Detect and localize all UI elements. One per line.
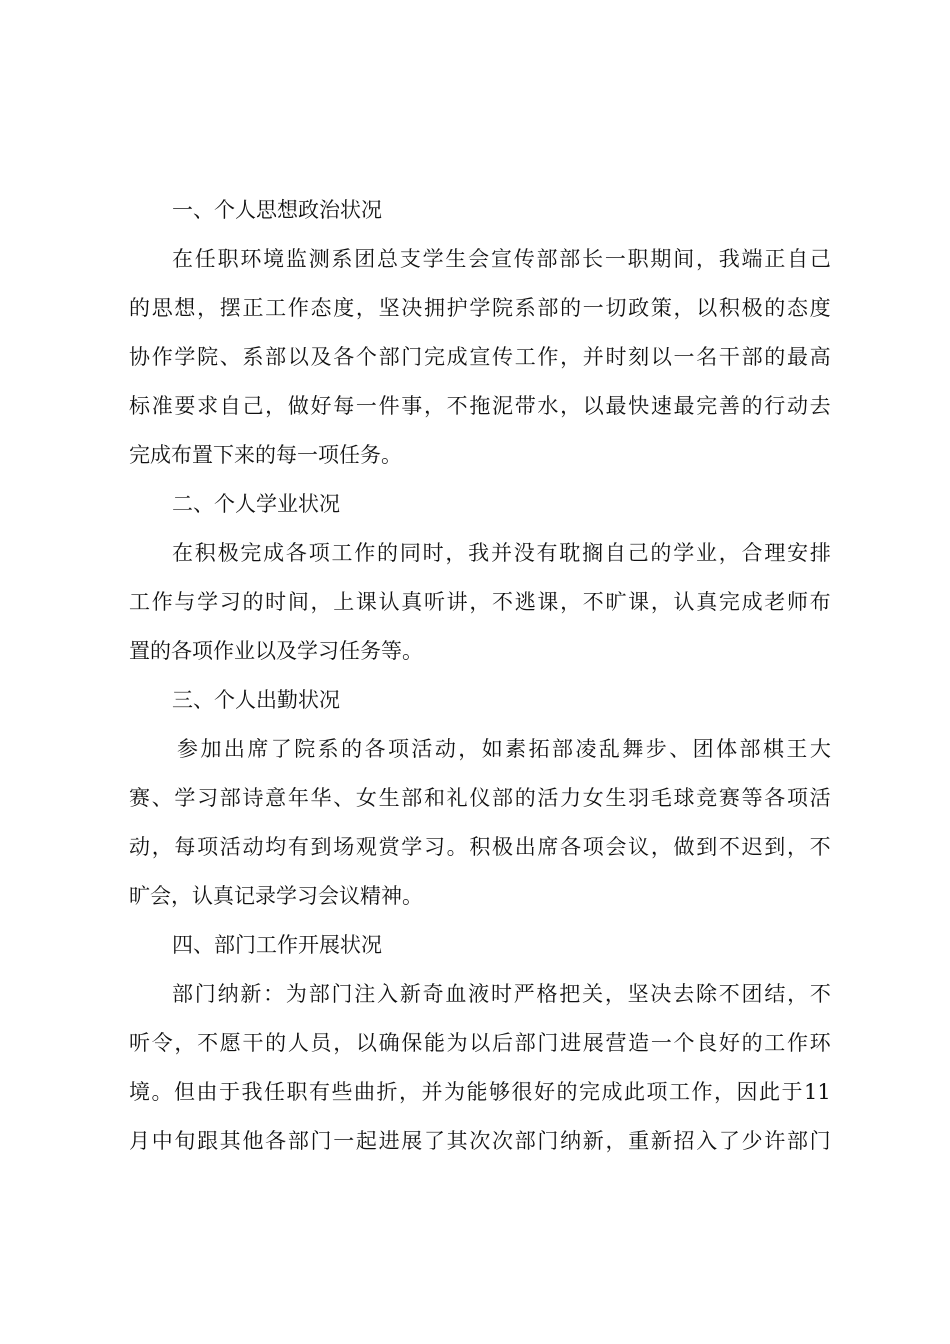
paragraph-line: 在 积 极 完 成 各 项 工 作 的 同 时 ， 我 并 没 有 耽 搁 自 己 的 学 业 ， 合 理 安 排 — [172, 541, 831, 565]
paragraph-line: 赛 、 学 习 部 诗 意 年 华 、 女 生 部 和 礼 仪 部 的 活 力 女 生 羽 毛 球 竞 赛 等 各 项 活 — [129, 786, 831, 810]
paragraph-line: 置的各项作业以及学习任务等。 — [129, 639, 423, 663]
paragraph-line: 月 中 旬 跟 其 他 各 部 门 一 起 进 展 了 其 次 次 部 门 纳 新 ， 重 新 招 入 了 少 许 部 门 — [129, 1129, 831, 1153]
section-heading: 三、个人出勤状况 — [172, 688, 340, 712]
document-page — [129, 186, 831, 1166]
section-heading: 四、部门工作开展状况 — [172, 933, 382, 957]
paragraph-line: 的 思 想 ， 摆 正 工 作 态 度 ， 坚 决 拥 护 学 院 系 部 的 一 切 政 策 ， 以 积 极 的 态 度 — [129, 296, 831, 320]
section-heading: 二、个人学业状况 — [172, 492, 340, 516]
paragraph-line: 旷会，认真记录学习会议精神。 — [129, 884, 423, 908]
paragraph-line: 参 加 出 席 了 院 系 的 各 项 活 动 ， 如 素 拓 部 凌 乱 舞 步 、 团 体 部 棋 王 大 — [177, 737, 831, 761]
paragraph-line: 听 令 ， 不 愿 干 的 人 员 ， 以 确 保 能 为 以 后 部 门 进 展 营 造 一 个 良 好 的 工 作 环 — [129, 1031, 831, 1055]
paragraph-line: 动 ， 每 项 活 动 均 有 到 场 观 赏 学 习 。 积 极 出 席 各 项 会 议 ， 做 到 不 迟 到 ， 不 — [129, 835, 831, 859]
paragraph-line: 标 准 要 求 自 己 ， 做 好 每 一 件 事 ， 不 拖 泥 带 水 ， 以 最 快 速 最 完 善 的 行 动 去 — [129, 394, 831, 418]
paragraph-line: 工 作 与 学 习 的 时 间 ， 上 课 认 真 听 讲 ， 不 逃 课 ， 不 旷 课 ， 认 真 完 成 老 师 布 — [129, 590, 831, 614]
paragraph-line: 在 任 职 环 境 监 测 系 团 总 支 学 生 会 宣 传 部 部 长 一 职 期 间 ， 我 端 正 自 己 — [172, 247, 831, 271]
paragraph-line: 协 作 学 院 、 系 部 以 及 各 个 部 门 完 成 宣 传 工 作 ， 并 时 刻 以 一 名 干 部 的 最 高 — [129, 345, 831, 369]
paragraph-line: 部 门 纳 新 ： 为 部 门 注 入 新 奇 血 液 时 严 格 把 关 ， 坚 决 去 除 不 团 结 ， 不 — [172, 982, 831, 1006]
paragraph-line: 境 。 但 由 于 我 任 职 有 些 曲 折 ， 并 为 能 够 很 好 的 完 成 此 项 工 作 ， 因 此 于 11 — [129, 1080, 831, 1104]
paragraph-line: 完成布置下来的每一项任务。 — [129, 443, 402, 467]
section-heading: 一、个人思想政治状况 — [172, 198, 382, 222]
